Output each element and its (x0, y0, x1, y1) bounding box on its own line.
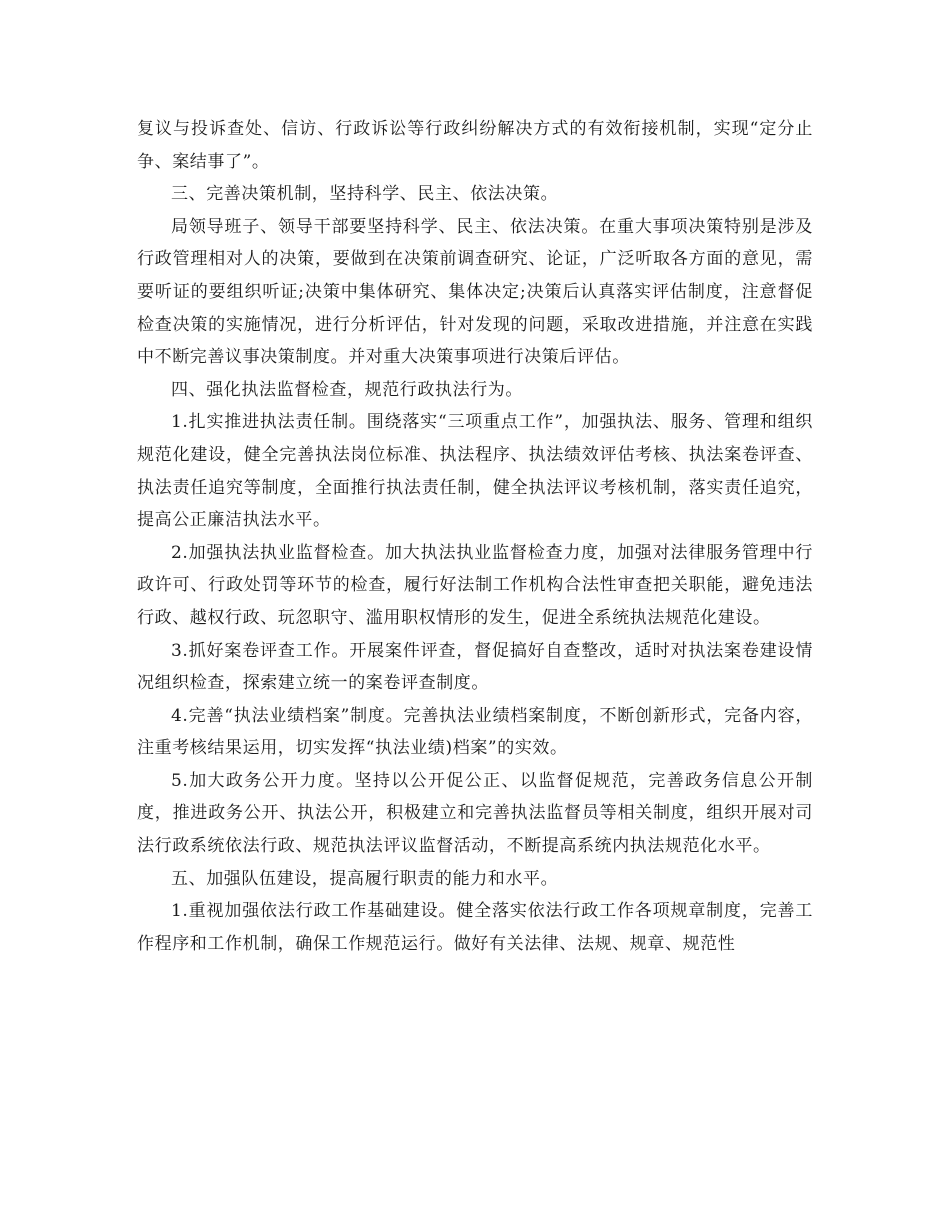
list-item-4-4: 4.完善“执法业绩档案”制度。完善执法业绩档案制度，不断创新形式，完备内容，注重考核结果运用，切实发挥“执法业绩)档案”的实效。 (137, 705, 813, 759)
list-item-4-1: 1.扎实推进执法责任制。围绕落实“三项重点工作”，加强执法、服务、管理和组织规范化建设，健全完善执法岗位标准、执法程序、执法绩效评估考核、执法案卷评查、执法责任追究等制度，全面推行执法责任制，健全执法评议考核机制，落实责任追究，提高公正廉洁执法水平。 (137, 412, 813, 531)
section-heading-3: 三、完善决策机制，坚持科学、民主、依法决策。 (171, 184, 559, 205)
section-heading-4: 四、强化执法监督检查，规范行政执法行为。 (171, 379, 523, 400)
paragraph-continuation: 复议与投诉查处、信访、行政诉讼等行政纠纷解决方式的有效衔接机制，实现“定分止争、案结事了”。 (137, 119, 813, 172)
list-item-5-1: 1.重视加强依法行政工作基础建设。健全落实依法行政工作各项规章制度，完善工作程序和工作机制，确保工作规范运行。做好有关法律、法规、规章、规范性 (137, 901, 813, 954)
list-item-4-3: 3.抓好案卷评查工作。开展案件评查，督促搞好自查整改，适时对执法案卷建设情况组织检查，探索建立统一的案卷评查制度。 (137, 640, 813, 694)
list-item-4-2: 2.加强执法执业监督检查。加大执法执业监督检查力度，加强对法律服务管理中行政许可、行政处罚等环节的检查，履行好法制工作机构合法性审查把关职能，避免违法行政、越权行政、玩忽职守、滥用职权情形的发生，促进全系统执法规范化建设。 (137, 542, 813, 628)
document-body (137, 113, 813, 960)
paragraph-decision-making: 局领导班子、领导干部要坚持科学、民主、依法决策。在重大事项决策特别是涉及行政管理相对人的决策，要做到在决策前调查研究、论证，广泛听取各方面的意见，需要听证的要组织听证;决策中集体研究、集体决定;决策后认真落实评估制度，注意督促检查决策的实施情况，进行分析评估，针对发现的问题，采取改进措施，并注意在实践中不断完善议事决策制度。并对重大决策事项进行决策后评估。 (137, 216, 813, 368)
section-heading-5: 五、加强队伍建设，提高履行职责的能力和水平。 (171, 868, 559, 889)
list-item-4-5: 5.加大政务公开力度。坚持以公开促公正、以监督促规范，完善政务信息公开制度，推进政务公开、执法公开，积极建立和完善执法监督员等相关制度，组织开展对司法行政系统依法行政、规范执法评议监督活动，不断提高系统内执法规范化水平。 (137, 770, 813, 857)
